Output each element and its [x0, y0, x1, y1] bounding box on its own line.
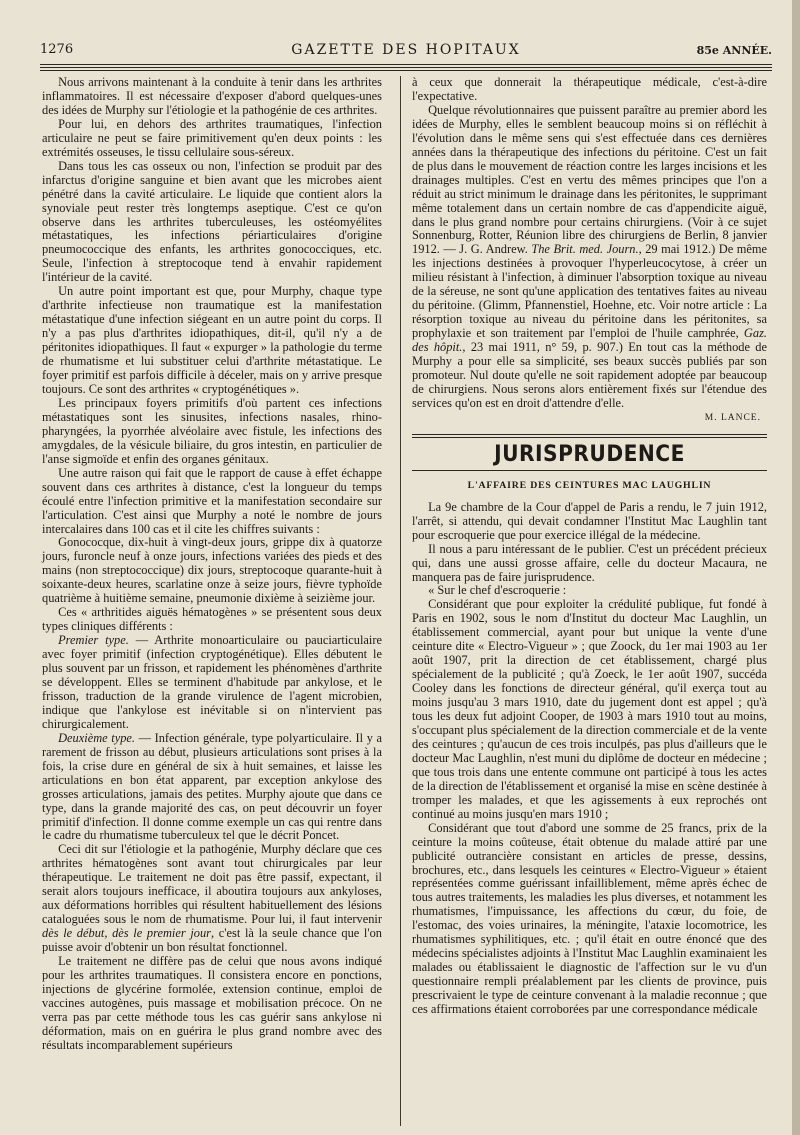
text-run: Ceci dit sur l'étiologie et la pathogénie, Murphy déclare que ces arthrites hématogènes sont avant tout chirurgicales par leur thérapeutique. Le traitement ne doit pas être passif, expectant, il serait alors toujours inefficace, il aboutira toujours aux ankyloses, aux déformations horribles qui résultent habituellement des lésions cataloguées sous le nom de rhumatisme. Pour lui, il faut intervenir: [42, 842, 382, 927]
header-rule: [40, 67, 772, 68]
page-header: [40, 42, 772, 64]
paragraph: Nous arrivons maintenant à la conduite à tenir dans les arthrites inflammatoires. Il est nécessaire d'exposer d'abord quelques-unes des idées de Murphy sur l'étiologie et la pathogénie de ces arthrites.: [42, 75, 382, 117]
paragraph-type-two: [42, 732, 382, 844]
right-column: [412, 76, 767, 1017]
column-divider: [400, 76, 401, 1126]
emphasis: dès le début, dès le premier jour: [42, 926, 212, 941]
citation: The Brit. med. Journ.: [531, 242, 639, 257]
journal-title: GAZETTE DES HOPITAUX: [291, 42, 521, 58]
paragraph: Gonococque, dix-huit à vingt-deux jours, grippe dix à quatorze jours, furoncle neuf à onze jours, infections variées des pieds et des mains (non streptococcique) dix jours, streptocoque quarante-huit à soixante-deux heures, scarlatine onze à seize jours, fièvre typhoïde quatrième à huitième semaine, pneumonie dixième à seizième jour.: [42, 535, 382, 606]
citation: Gaz. des hôpit.: [412, 326, 767, 355]
paragraph: Une autre raison qui fait que le rapport de cause à effet échappe souvent dans ces arthrites à distance, c'est la longueur du temps écoulé entre l'infection primitive et la manifestation secondaire sur l'articulation. C'est ainsi que Murphy a noté le nombre de jours intercalaires dans 100 cas et il cite les chiffres suivants :: [42, 465, 382, 536]
paragraph: Les principaux foyers primitifs d'où partent ces infections métastatiques sont les sinusites, infections nasales, rhino-pharyngées, la pyorrhée alvéolaire avec fistule, les infections des amygdales, de la vésicule biliaire, du gros intestin, en particulier de l'anse sigmoïde et enfin des organes génitaux.: [42, 395, 382, 466]
paragraph: Ces « arthritides aiguës hématogènes » se présentent sous deux types cliniques différents :: [42, 605, 382, 634]
header-rule: [40, 70, 772, 71]
paragraph: « Sur le chef d'escroquerie :: [428, 583, 567, 598]
paragraph: [42, 843, 382, 955]
paragraph: Considérant que tout d'abord une somme de 25 francs, prix de la ceinture la moins coûteuse, était obtenue du malade attiré par une publicité outrancière consistant en articles de presse, dessins, brochures, etc., dans lesquels les ceintures « Electro-Vigueur » étaient représentées comme guérissant infailliblement, même après échec de tous autres traitements, les maladies les plus diverses, et notamment les rhumatismes, l'impuissance, les affections du cœur, du foie, de l'estomac, des voies urinaires, la méningite, l'ataxie locomotrice, les rhumatismes syphilitiques, etc. ; qu'il était en outre énoncé que des médecins spécialistes adjoints à l'Institut Mac Laughlin examinaient les malades ou établissaient le diagnostic de l'affection sur le vu d'un questionnaire rempli préalablement par les clients de province, puis prescrivaient le type de ceinture convenant à la maladie reconnue ; que ces affirmations étaient corroborées par une correspondance médicale: [412, 820, 767, 1017]
article-title: L'AFFAIRE DES CEINTURES MAC LAUGHLIN: [467, 479, 712, 491]
type-label: Deuxième type.: [58, 730, 135, 745]
page-edge: [792, 0, 800, 1135]
text-run: , 29 mai 1912.) De même les injections destinées à provoquer l'hyperleucocytose, à créer un milieu résistant à l'infection, à diminuer l'absorption toxique au niveau de la séreuse, ne sont qu'une application des tentatives faites au niveau du péritoine. (Glimm, Pfannenstiel, Hoehne, etc. Voir notre article : La résorption toxique au niveau du péritoine dans les péritonites, sa prophylaxie et son traitement par l'emploi de l'huile camphrée,: [412, 242, 767, 341]
section-rule: [412, 434, 767, 435]
paragraph: à ceux que donnerait la thérapeutique médicale, c'est-à-dire l'expectative.: [412, 75, 767, 103]
left-column: [42, 76, 382, 1053]
title-rule: [412, 470, 767, 471]
paragraph: [412, 104, 767, 411]
text-run: , c'est là la seule chance que l'on puisse avoir d'obtenir un bon résultat fonctionnel.: [42, 926, 383, 955]
paragraph-type-one: [42, 634, 382, 732]
text-run: , 23 mai 1911, n° 59, p. 907.) En tout cas la méthode de Murphy a pour elle sa simplicité, ses beaux succès publiés par son promoteur. Nul doute qu'elle ne soit rapidement adoptée par beaucoup de chirurgiens. Nous serons alors entièrement fixés sur l'étendue des services qu'on est en droit d'attendre d'elle.: [412, 340, 767, 410]
header-rule: [40, 64, 772, 65]
paragraph: Il nous a paru intéressant de le publier. C'est un précédent précieux qui, dans une aussi grosse affaire, celle du docteur Macaura, ne manquera pas de faire jurisprudence.: [412, 541, 767, 584]
paragraph: La 9e chambre de la Cour d'appel de Paris a rendu, le 7 juin 1912, l'arrêt, si attendu, qui devait condamner l'Institut Mac Laughlin tant pour escroquerie que pour exercice illégal de la médecine.: [412, 499, 767, 542]
type-text: — Infection générale, type polyarticulaire. Il y a rarement de frisson au début, plusieurs articulations sont prises à la fois, la crise dure en général de six à huit semaines, et laisse les articulations en bon état apparent, par exception ankylose des grosses articulations, jamais des petites. Murphy ajoute que dans ce type, dans la grande majorité des cas, on peut découvrir un foyer primitif d'infection. Il donne comme exemple un cas qui rentre dans le cadre du rhumatisme tuberculeux tel que le décrit Poncet.: [42, 730, 382, 843]
section-title: JURISPRUDENCE: [494, 441, 685, 467]
paragraph: Pour lui, en dehors des arthrites traumatiques, l'infection articulaire ne peut se faire primitivement qu'en deux points : les extrémités osseuses, le tissu cellulaire sous-séreux.: [42, 116, 382, 159]
issue-year: 85e ANNÉE.: [696, 44, 772, 57]
text-run: Quelque révolutionnaires que puissent paraître au premier abord les idées de Murphy, elles le semblent beaucoup moins si on réfléchit à l'évolution dans le même sens qui s'est effectuée dans ces dernières années dans la thérapeutique des infections du péritoine. C'est un fait de plus dans le mouvement de réaction contre les larges incisions et les drainages multiples. C'est en vertu des mêmes principes que l'on a réduit au strict minimum le drainage dans les péritonites, le supprimant même totalement dans un certain nombre de cas d'appendicite aiguë, dans le plus grand nombre pour certains chirurgiens. (Voir à ce sujet Sonnenburg, Rotter, Réunion libre des chirurgiens de Berlin, 8 janvier 1912. — J. G. Andrew.: [412, 102, 767, 257]
type-text: — Arthrite monoarticulaire ou pauciarticulaire avec foyer primitif (infection cryptogénétique). Elles débutent le plus souvent par un frisson, et rapidement les phénomènes d'arthrite se développent. Elles se terminent d'habitude par ankylose, et le frisson, traduction de la grande virulence de l'agent microbien, indique que l'ankylose est inévitable si on n'intervient pas chirurgicalement.: [42, 633, 382, 731]
section-rule: [412, 437, 767, 438]
paragraph: Considérant que pour exploiter la crédulité publique, fut fondé à Paris en 1902, sous le nom d'Institut du docteur Mac Laughlin, un établissement commercial, ayant pour but unique la vente d'une ceinture dite « Electro-Vigueur » ; que Zoock, du 1er mai 1903 au 1er août 1907, prit la direction de cet établissement, chargé plus spécialement de la publicité ; qu'à Zoeck, le 1er août 1907, succéda Cooley dans les fonctions de directeur général, qu'il exerça tout au moins jusqu'au 3 mars 1910, date du jugement dont est appel ; qu'à tous les deux fut adjoint Cooper, de 1903 à mars 1910 tout au moins, s'occupant plus spécialement de la direction commerciale et de la vente des ceintures ; qu'aucun de ces trois inculpés, pas plus d'ailleurs que le docteur Mac Laughlin, n'est muni du diplôme de docteur en médecine ; que tous trois dans une entente commune ont participé à tous les actes de la direction de l'établissement et organisé la mise en scène destinée à tromper les malades, et que les agissements à eux reprochés ont continué au moins jusqu'en mars 1910 ;: [412, 597, 768, 821]
paragraph: Le traitement ne diffère pas de celui que nous avons indiqué pour les arthrites traumatiques. Il consistera encore en ponctions, injections de glycérine formolée, extension continue, emploi de vaccines autogènes, puis massage et mobilisation précoce. On ne verra pas par cette méthode tous les cas guérir sans ankylose ni déformation, mais on en guérira le plus grand nombre avec des résultats incomparablement supérieurs: [42, 954, 382, 1052]
type-label: Premier type.: [58, 633, 129, 648]
paragraph: Un autre point important est que, pour Murphy, chaque type d'arthrite infectieuse non traumatique est la manifestation métastatique d'une infection siégeant en un autre point du corps. Il n'y a pas plus d'arthrites idiopathiques, dit-il, qu'il n'y a de péritonites idiopathiques. Il faut « expurger » la pathologie du terme de rhumatisme et lui substituer celui d'arthrite métastatique. Le foyer primitif est parfois difficile à déceler, mais on y arrive presque toujours. Ce sont des arthrites « cryptogénétiques ».: [42, 284, 382, 396]
author-signature: M. LANCE.: [704, 412, 761, 423]
page-number: 1276: [40, 42, 74, 57]
paragraph: Dans tous les cas osseux ou non, l'infection se produit par des infarctus d'origine sanguine et bien avant que les microbes aient pénétré dans la cavité articulaire. Le liquide que contient alors la synoviale peut rester très longtemps aseptique. C'est ce qu'on observe dans les arthrites tuberculeuses, les ostéomyélites métastatiques, les infections périarticulaires d'origine pneumococcique des enfants, les arthrites gonococciques, etc. Seule, l'infection à streptocoque tend à envahir rapidement l'intérieur de la cavité.: [42, 158, 382, 285]
